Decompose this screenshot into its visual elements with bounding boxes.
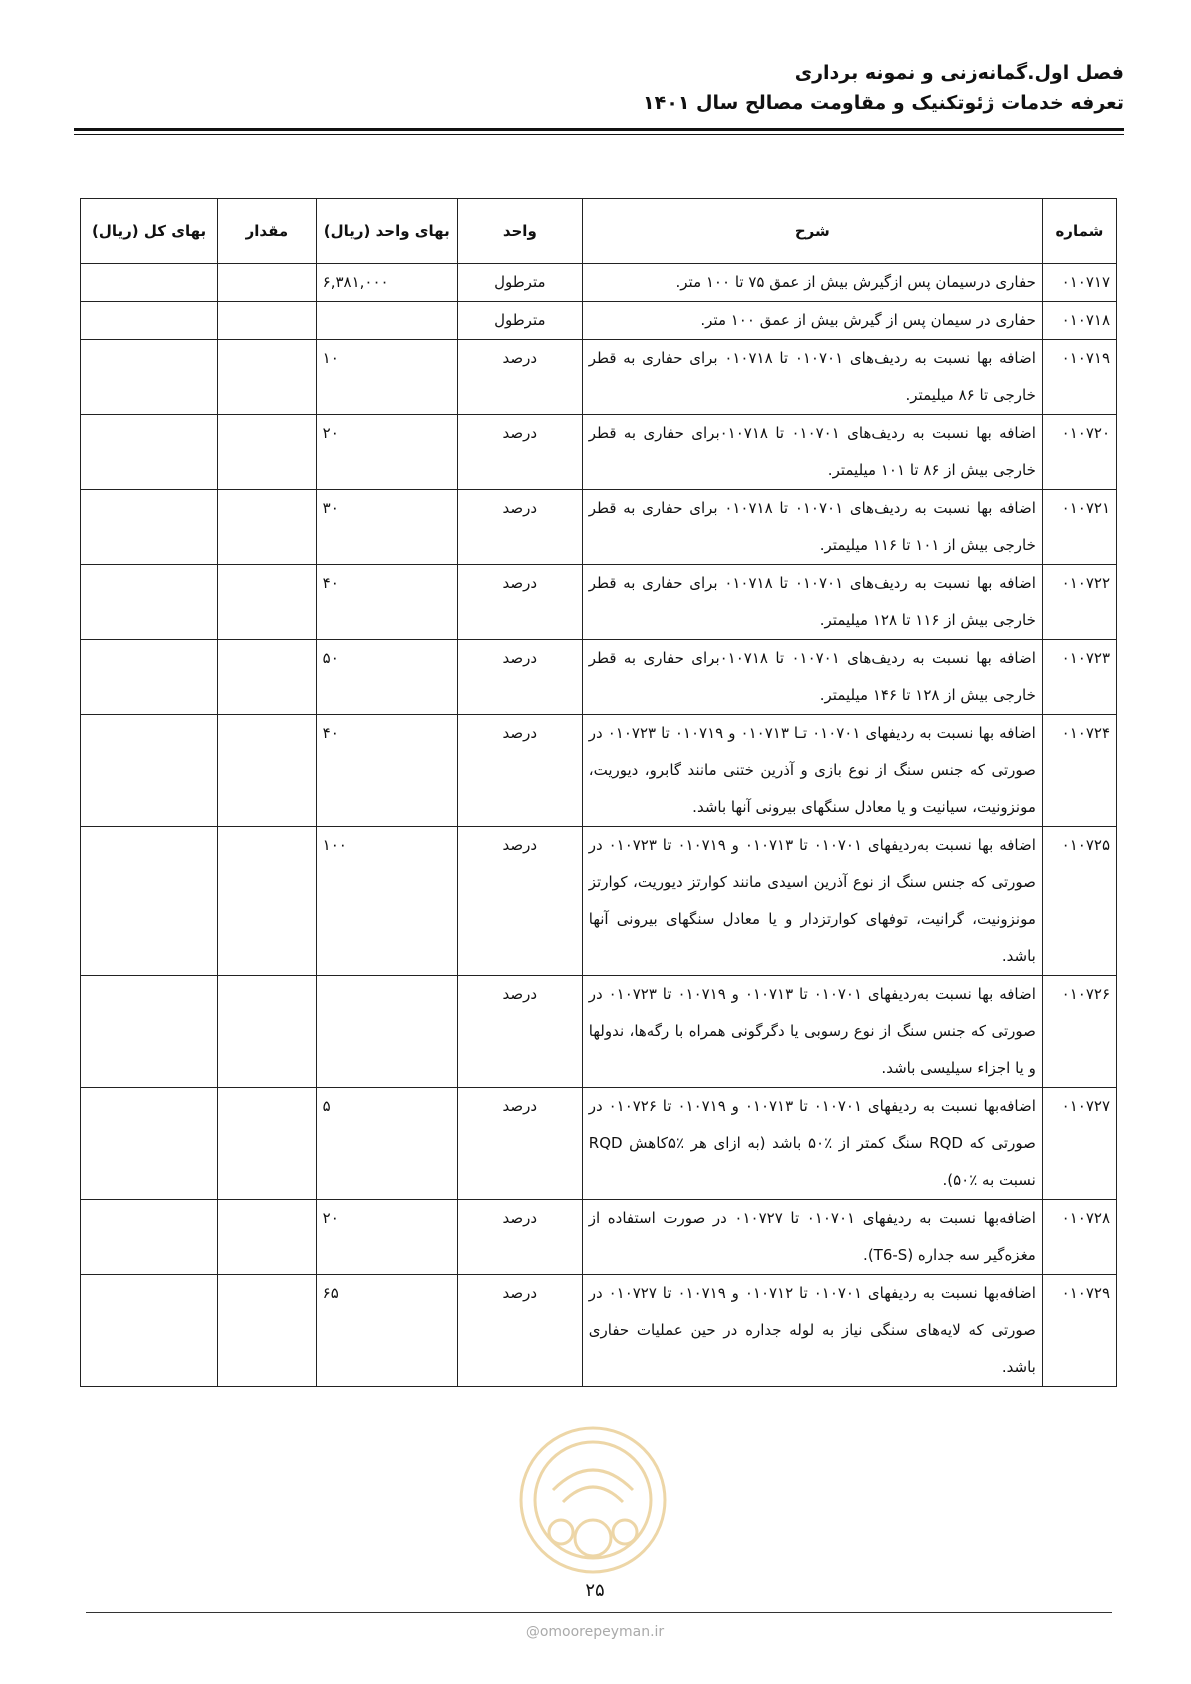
row-quantity xyxy=(218,1088,317,1200)
row-description: اضافه بها نسبت به‌ردیفهای ۰۱۰۷۰۱ تا ۰۱۰۷۱۳ و ۰۱۰۷۱۹ تا ۰۱۰۷۲۳ در صورتی که جنس سنگ از نوع رسوبی یا دگرگونی همراه با رگه‌ها، ندولها و یا اجزاء سیلیسی باشد. xyxy=(582,976,1042,1088)
table-row xyxy=(81,264,1117,302)
row-total-price xyxy=(81,1088,218,1200)
row-quantity xyxy=(218,827,317,976)
table-row xyxy=(81,565,1117,640)
row-total-price xyxy=(81,1275,218,1387)
row-unit-price: ۵۰ xyxy=(316,640,457,715)
row-unit: درصد xyxy=(457,415,582,490)
header-rule-thick xyxy=(74,128,1124,131)
row-code: ۰۱۰۷۲۸ xyxy=(1042,1200,1116,1275)
row-unit-price xyxy=(316,302,457,340)
row-code: ۰۱۰۷۱۷ xyxy=(1042,264,1116,302)
row-quantity xyxy=(218,490,317,565)
row-quantity xyxy=(218,565,317,640)
row-unit: درصد xyxy=(457,715,582,827)
row-code: ۰۱۰۷۲۹ xyxy=(1042,1275,1116,1387)
row-code: ۰۱۰۷۲۷ xyxy=(1042,1088,1116,1200)
table-row xyxy=(81,302,1117,340)
column-header-total-price: بهای کل (ریال) xyxy=(81,199,218,264)
row-unit: درصد xyxy=(457,1275,582,1387)
row-code: ۰۱۰۷۲۱ xyxy=(1042,490,1116,565)
row-unit-price: ۶,۳۸۱,۰۰۰ xyxy=(316,264,457,302)
table-row xyxy=(81,490,1117,565)
row-description: اضافه بها نسبت به ردیف‌های ۰۱۰۷۰۱ تا ۰۱۰۷۱۸ برای حفاری به قطر خارجی بیش از ۱۱۶ تا ۱۲۸ میلیمتر. xyxy=(582,565,1042,640)
column-header-code: شماره xyxy=(1042,199,1116,264)
document-title: تعرفه خدمات ژئوتکنیک و مقاومت مصالح سال ۱۴۰۱ xyxy=(643,92,1124,114)
seal-watermark-icon xyxy=(513,1420,673,1580)
row-description: اضافه بها نسبت به ردیفهای ۰۱۰۷۰۱ تـا ۰۱۰۷۱۳ و ۰۱۰۷۱۹ تا ۰۱۰۷۲۳ در صورتی که جنس سنگ از نوع بازی و آذرین ختنی مانند گابرو، دیوریت، مونزونیت، سیانیت و یا معادل سنگهای بیرونی آنها باشد. xyxy=(582,715,1042,827)
row-quantity xyxy=(218,1200,317,1275)
tariff-table xyxy=(80,198,1117,1387)
row-total-price xyxy=(81,827,218,976)
row-quantity xyxy=(218,302,317,340)
table-header-row xyxy=(81,199,1117,264)
header-rule-thin xyxy=(74,134,1124,135)
table-row xyxy=(81,976,1117,1088)
row-quantity xyxy=(218,340,317,415)
row-code: ۰۱۰۷۲۴ xyxy=(1042,715,1116,827)
row-unit: درصد xyxy=(457,565,582,640)
row-code: ۰۱۰۷۲۳ xyxy=(1042,640,1116,715)
column-header-quantity: مقدار xyxy=(218,199,317,264)
row-quantity xyxy=(218,976,317,1088)
row-description: حفاری درسیمان پس ازگیرش بیش از عمق ۷۵ تا ۱۰۰ متر. xyxy=(582,264,1042,302)
row-unit-price: ۶۵ xyxy=(316,1275,457,1387)
table-body xyxy=(81,264,1117,1387)
footer-rule xyxy=(86,1612,1112,1613)
watermark-url: @omoorepeyman.ir xyxy=(525,1624,665,1640)
row-quantity xyxy=(218,640,317,715)
row-unit: درصد xyxy=(457,1088,582,1200)
row-unit-price: ۴۰ xyxy=(316,715,457,827)
row-code: ۰۱۰۷۱۹ xyxy=(1042,340,1116,415)
row-unit: درصد xyxy=(457,1200,582,1275)
row-description: اضافه‌بها نسبت به ردیفهای ۰۱۰۷۰۱ تا ۰۱۰۷۲۷ در صورت استفاده از مغزه‌گیر سه جداره (T6-S). xyxy=(582,1200,1042,1275)
row-total-price xyxy=(81,640,218,715)
row-unit-price xyxy=(316,976,457,1088)
row-unit-price: ۲۰ xyxy=(316,1200,457,1275)
row-description: حفاری در سیمان پس از گیرش بیش از عمق ۱۰۰ متر. xyxy=(582,302,1042,340)
row-quantity xyxy=(218,715,317,827)
row-description: اضافه بها نسبت به ردیف‌های ۰۱۰۷۰۱ تا ۰۱۰۷۱۸برای حفاری به قطر خارجی بیش از ۱۲۸ تا ۱۴۶ میلیمتر. xyxy=(582,640,1042,715)
row-code: ۰۱۰۷۲۶ xyxy=(1042,976,1116,1088)
row-unit-price: ۴۰ xyxy=(316,565,457,640)
row-total-price xyxy=(81,340,218,415)
row-description: اضافه‌بها نسبت به ردیفهای ۰۱۰۷۰۱ تا ۰۱۰۷۱۳ و ۰۱۰۷۱۹ تا ۰۱۰۷۲۶ در صورتی که RQD سنگ کمتر از ٪۵۰ باشد (به ازای هر ٪۵کاهش RQD نسبت به ٪۵۰). xyxy=(582,1088,1042,1200)
row-total-price xyxy=(81,302,218,340)
row-total-price xyxy=(81,715,218,827)
row-unit-price: ۲۰ xyxy=(316,415,457,490)
row-quantity xyxy=(218,264,317,302)
table-row xyxy=(81,827,1117,976)
row-unit-price: ۵ xyxy=(316,1088,457,1200)
row-unit-price: ۱۰۰ xyxy=(316,827,457,976)
row-description: اضافه‌بها نسبت به ردیفهای ۰۱۰۷۰۱ تا ۰۱۰۷۱۲ و ۰۱۰۷۱۹ تا ۰۱۰۷۲۷ در صورتی که لایه‌های سنگی نیاز به لوله جداره در حین عملیات حفاری باشد. xyxy=(582,1275,1042,1387)
row-total-price xyxy=(81,1200,218,1275)
table-row xyxy=(81,640,1117,715)
row-code: ۰۱۰۷۲۰ xyxy=(1042,415,1116,490)
row-total-price xyxy=(81,565,218,640)
row-quantity xyxy=(218,415,317,490)
row-unit: مترطول xyxy=(457,264,582,302)
row-code: ۰۱۰۷۲۲ xyxy=(1042,565,1116,640)
row-description: اضافه بها نسبت به ردیف‌های ۰۱۰۷۰۱ تا ۰۱۰۷۱۸ برای حفاری به قطر خارجی بیش از ۱۰۱ تا ۱۱۶ میلیمتر. xyxy=(582,490,1042,565)
row-total-price xyxy=(81,415,218,490)
row-total-price xyxy=(81,264,218,302)
table-row xyxy=(81,715,1117,827)
column-header-description: شرح xyxy=(582,199,1042,264)
table-row xyxy=(81,1200,1117,1275)
page-number: ۲۵ xyxy=(585,1580,605,1601)
row-unit: درصد xyxy=(457,490,582,565)
row-description: اضافه بها نسبت به‌ردیفهای ۰۱۰۷۰۱ تا ۰۱۰۷۱۳ و ۰۱۰۷۱۹ تا ۰۱۰۷۲۳ در صورتی که جنس سنگ از نوع آذرین اسیدی مانند کوارتز دیوریت، کوارتز مونزونیت، گرانیت، توفهای کوارتزدار و یا معادل سنگهای بیرونی آنها باشد. xyxy=(582,827,1042,976)
row-quantity xyxy=(218,1275,317,1387)
row-total-price xyxy=(81,490,218,565)
row-code: ۰۱۰۷۱۸ xyxy=(1042,302,1116,340)
row-unit: درصد xyxy=(457,340,582,415)
row-description: اضافه بها نسبت به ردیف‌های ۰۱۰۷۰۱ تا ۰۱۰۷۱۸ برای حفاری به قطر خارجی تا ۸۶ میلیمتر. xyxy=(582,340,1042,415)
table-row xyxy=(81,340,1117,415)
row-unit-price: ۱۰ xyxy=(316,340,457,415)
table-row xyxy=(81,1088,1117,1200)
column-header-unit: واحد xyxy=(457,199,582,264)
row-total-price xyxy=(81,976,218,1088)
row-unit-price: ۳۰ xyxy=(316,490,457,565)
row-unit: مترطول xyxy=(457,302,582,340)
chapter-title: فصل اول.گمانه‌زنی و نمونه برداری xyxy=(794,62,1124,84)
page-header xyxy=(74,58,1124,118)
row-unit: درصد xyxy=(457,827,582,976)
table-row xyxy=(81,1275,1117,1387)
row-unit: درصد xyxy=(457,976,582,1088)
row-description: اضافه بها نسبت به ردیف‌های ۰۱۰۷۰۱ تا ۰۱۰۷۱۸برای حفاری به قطر خارجی بیش از ۸۶ تا ۱۰۱ میلیمتر. xyxy=(582,415,1042,490)
row-code: ۰۱۰۷۲۵ xyxy=(1042,827,1116,976)
table-row xyxy=(81,415,1117,490)
column-header-unit-price: بهای واحد (ریال) xyxy=(316,199,457,264)
row-unit: درصد xyxy=(457,640,582,715)
